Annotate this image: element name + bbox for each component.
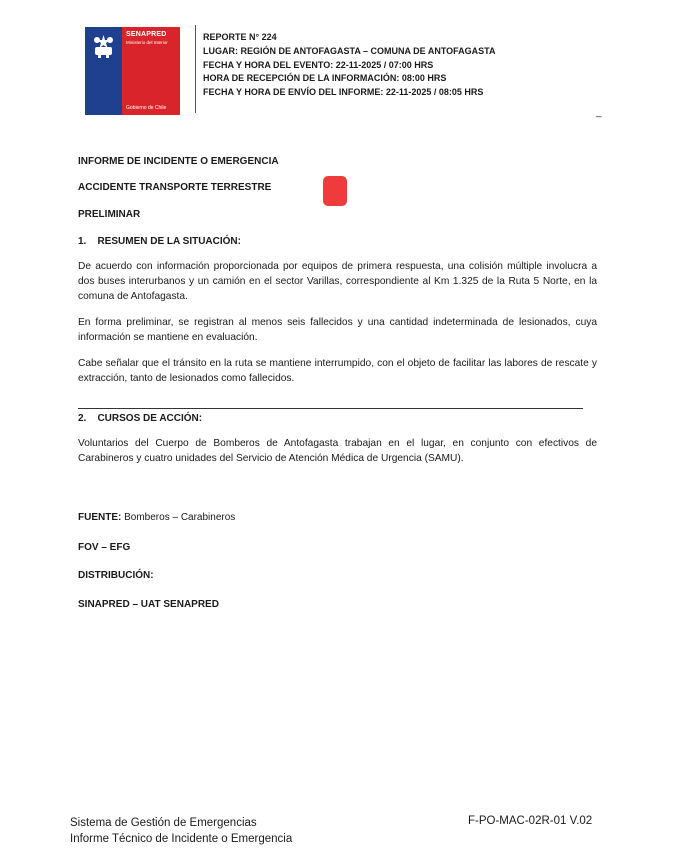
logo-red-panel (122, 27, 180, 115)
event-datetime: FECHA Y HORA DEL EVENTO: 22-11-2025 / 07:00 HRS (203, 59, 434, 70)
header-divider (195, 25, 196, 113)
author-initials: FOV – EFG (78, 542, 131, 553)
redaction-mark (323, 176, 347, 206)
senapred-logo (85, 27, 180, 115)
section-separator (78, 408, 583, 409)
incident-type: ACCIDENTE TRANSPORTE TERRESTRE (78, 182, 272, 193)
section-1-paragraph-2: En forma preliminar, se registran al menos seis fallecidos y una cantidad indeterminada de lesionados, cuya información se mantiene en evaluación. (78, 317, 597, 343)
section-2-paragraph-1: Voluntarios del Cuerpo de Bomberos de Antofagasta trabajan en el lugar, en conjunto con efectivos de Carabineros y cuatro unidades del Servicio de Atención Médica de Urgencia (SAMU). (78, 438, 597, 464)
source-label: FUENTE: (78, 512, 122, 523)
distribution-value: SINAPRED – UAT SENAPRED (78, 599, 219, 610)
footer-left (70, 815, 292, 847)
report-status: PRELIMINAR (78, 209, 141, 220)
section-1-paragraph-3: Cabe señalar que el tránsito en la ruta se mantiene interrumpido, con el objeto de facilitar las labores de rescate y extracción, tanto de lesionados como fallecidos. (78, 358, 597, 384)
logo-government: Gobierno de Chile (126, 105, 167, 111)
source-value: Bomberos – Carabineros (121, 512, 236, 523)
logo-ministry: Ministerio del Interior (126, 40, 168, 45)
logo-brand: SENAPRED (126, 31, 167, 38)
footer-code: F-PO-MAC-02R-01 V.02 (468, 815, 593, 827)
sent-datetime: FECHA Y HORA DE ENVÍO DEL INFORME: 22-11-2025 / 08:05 HRS (203, 87, 484, 98)
logo-blue-panel (85, 27, 122, 115)
coat-of-arms-icon (89, 33, 118, 59)
report-location: LUGAR: REGIÓN DE ANTOFAGASTA – COMUNA DE ANTOFAGASTA (203, 45, 496, 56)
report-header (203, 31, 496, 100)
distribution-label: DISTRIBUCIÓN: (78, 570, 154, 581)
source-line (78, 512, 235, 523)
header-dash: _ (596, 107, 602, 118)
section-1-title: 1. RESUMEN DE LA SITUACIÓN: (78, 236, 241, 247)
footer-system: Sistema de Gestión de Emergencias (70, 817, 257, 829)
reception-time: HORA DE RECEPCIÓN DE LA INFORMACIÓN: 08:00 HRS (203, 73, 447, 84)
footer-report-type: Informe Técnico de Incidente o Emergencia (70, 833, 293, 845)
section-2-title: 2. CURSOS DE ACCIÓN: (78, 413, 203, 424)
report-number: REPORTE N° 224 (203, 32, 277, 42)
document-title: INFORME DE INCIDENTE O EMERGENCIA (78, 156, 279, 167)
section-1-paragraph-1: De acuerdo con información proporcionada por equipos de primera respuesta, una colisión múltiple involucra a dos buses interurbanos y un camión en el sector Varillas, correspondiente al Km 1.325 de la Ruta 5 Norte, en la comuna de Antofagasta. (78, 261, 597, 302)
